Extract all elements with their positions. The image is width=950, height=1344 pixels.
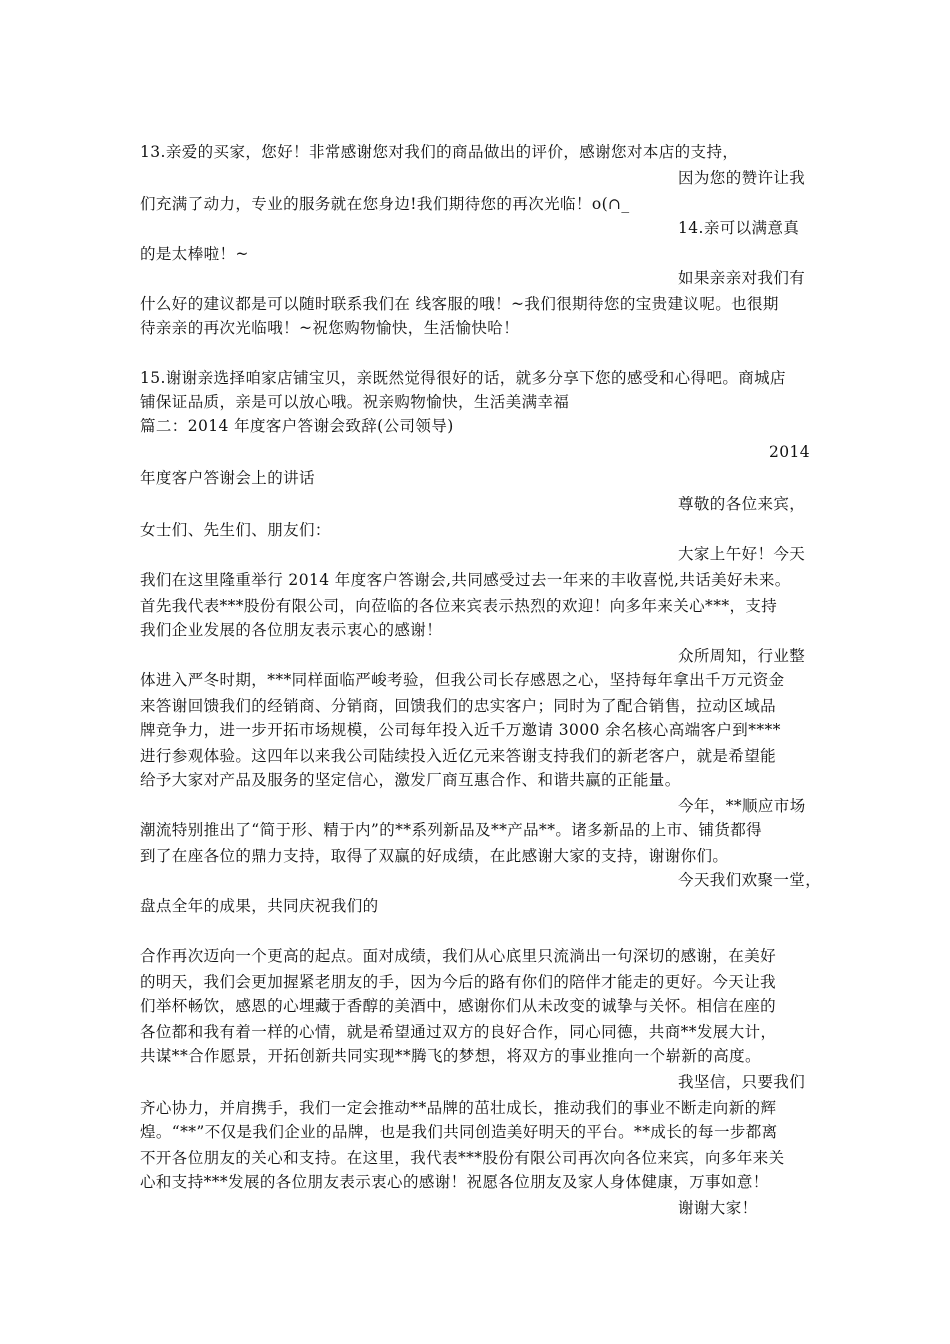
text-line: 心和支持***发展的各位朋友表示衷心的感谢！祝愿各位朋友及家人身体健康，万事如意！ bbox=[140, 1173, 769, 1191]
text-line: 2014 bbox=[768, 443, 810, 461]
text-line: 牌竞争力，进一步开拓市场规模，公司每年投入近千万邀请 3000 余名核心高端客户到**** bbox=[140, 721, 781, 739]
text-line: 众所周知，行业整 bbox=[678, 647, 806, 665]
salutation: 尊敬的各位来宾， bbox=[678, 495, 806, 513]
text-line: 15.谢谢亲选择咱家店铺宝贝，亲既然觉得很好的话，就多分享下您的感受和心得吧。商城店 bbox=[140, 369, 786, 387]
text-line: 我们企业发展的各位朋友表示衷心的感谢！ bbox=[140, 621, 443, 639]
text-line: 14.亲可以满意真 bbox=[678, 219, 800, 237]
text-line: 如果亲亲对我们有 bbox=[678, 269, 806, 287]
text-line: 首先我代表***股份有限公司，向莅临的各位来宾表示热烈的欢迎！向多年来关心***，支持 bbox=[140, 597, 778, 615]
text-line: 各位都和我有着一样的心情，就是希望通过双方的良好合作，同心同德，共商**发展大计， bbox=[140, 1023, 777, 1041]
text-line: 进行参观体验。这四年以来我公司陆续投入近亿元来答谢支持我们的新老客户，就是希望能 bbox=[140, 747, 777, 765]
text-line: 们充满了动力，专业的服务就在您身边!我们期待您的再次光临！o(∩_ bbox=[140, 195, 630, 213]
text-line: 潮流特别推出了“简于形、精于内”的**系列新品及**产品**。诸多新品的上市、铺货都得 bbox=[140, 821, 763, 839]
text-line: 的明天，我们会更加握紧老朋友的手，因为今后的路有你们的陪伴才能走的更好。今天让我 bbox=[140, 973, 777, 991]
text-line: 大家上午好！今天 bbox=[678, 545, 806, 563]
text-line: 铺保证品质，亲是可以放心哦。祝亲购物愉快，生活美满幸福 bbox=[140, 393, 570, 411]
text-line: 待亲亲的再次光临哦！~祝您购物愉快，生活愉快哈！ bbox=[140, 319, 520, 337]
text-line: 煌。“**”不仅是我们企业的品牌，也是我们共同创造美好明天的平台。**成长的每一步都离 bbox=[140, 1123, 778, 1141]
text-line: 合作再次迈向一个更高的起点。面对成绩，我们从心底里只流淌出一句深切的感谢，在美好 bbox=[140, 947, 777, 965]
text-line: 今天我们欢聚一堂， bbox=[678, 871, 822, 889]
text-line: 的是太棒啦！~ bbox=[140, 245, 249, 263]
text-line: 因为您的赞许让我 bbox=[678, 169, 806, 187]
speech-title: 年度客户答谢会上的讲话 bbox=[140, 469, 315, 487]
text-line: 给予大家对产品及服务的坚定信心，激发厂商互惠合作、和谐共赢的正能量。 bbox=[140, 771, 681, 789]
text-line: 13.亲爱的买家，您好！非常感谢您对我们的商品做出的评价，感谢您对本店的支持， bbox=[140, 143, 739, 161]
text-line: 今年，**顺应市场 bbox=[678, 797, 806, 815]
text-line: 我坚信，只要我们 bbox=[678, 1073, 806, 1091]
text-line: 盘点全年的成果，共同庆祝我们的 bbox=[140, 897, 379, 915]
text-line: 共谋**合作愿景，开拓创新共同实现**腾飞的梦想，将双方的事业推向一个崭新的高度。 bbox=[140, 1047, 761, 1065]
text-line: 来答谢回馈我们的经销商、分销商，回馈我们的忠实客户；同时为了配合销售，拉动区域品 bbox=[140, 697, 777, 715]
salutation: 女士们、先生们、朋友们： bbox=[140, 521, 331, 539]
text-line: 齐心协力，并肩携手，我们一定会推动**品牌的茁壮成长，推动我们的事业不断走向新的辉 bbox=[140, 1099, 777, 1117]
closing-line: 谢谢大家！ bbox=[678, 1199, 758, 1217]
text-line: 体进入严冬时期，***同样面临严峻考验，但我公司长存感恩之心，坚持每年拿出千万元资金 bbox=[140, 671, 785, 689]
text-line: 们举杯畅饮，感恩的心埋藏于香醇的美酒中，感谢你们从未改变的诚挚与关怀。相信在座的 bbox=[140, 997, 777, 1015]
text-line: 我们在这里隆重举行 2014 年度客户答谢会,共同感受过去一年来的丰收喜悦,共话美好未来。 bbox=[140, 571, 791, 589]
section-heading: 篇二：2014 年度客户答谢会致辞(公司领导) bbox=[140, 417, 454, 435]
text-line: 不开各位朋友的关心和支持。在这里，我代表***股份有限公司再次向各位来宾，向多年来关 bbox=[140, 1149, 785, 1167]
text-line: 什么好的建议都是可以随时联系我们在 线客服的哦！~我们很期待您的宝贵建议呢。也很期 bbox=[140, 295, 779, 313]
text-line: 到了在座各位的鼎力支持，取得了双赢的好成绩，在此感谢大家的支持，谢谢你们。 bbox=[140, 847, 729, 865]
